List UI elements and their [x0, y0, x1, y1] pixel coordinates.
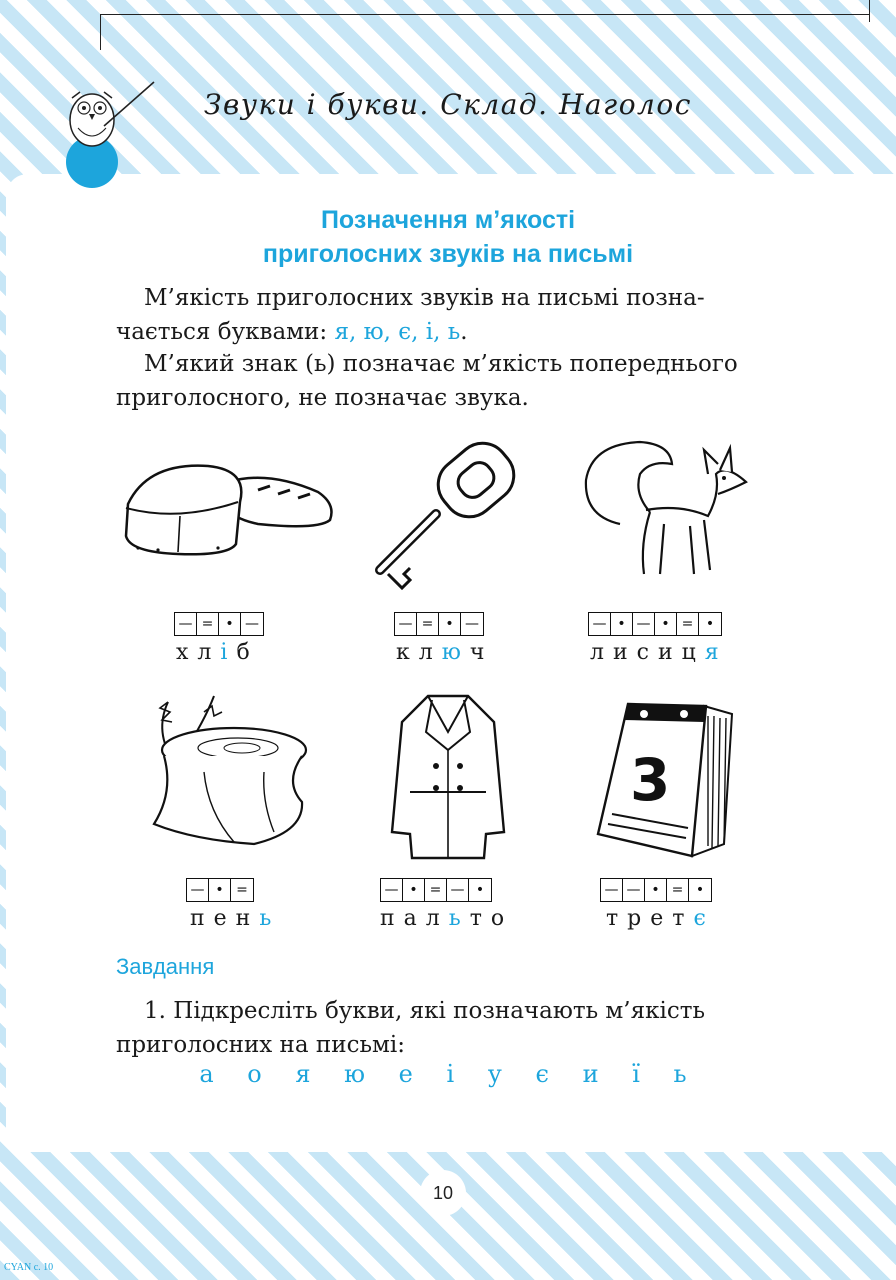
sound-scheme-key: [394, 612, 484, 636]
scheme-cell: —: [381, 879, 403, 901]
word-pen: [190, 906, 280, 931]
scheme-cell: =: [667, 879, 689, 901]
scheme-cell: —: [465, 616, 479, 632]
scheme-cell: •: [475, 882, 485, 898]
soft-marker-letter: є: [693, 906, 715, 931]
rule-line: М’якість приголосних звуків на письмі позна-: [144, 285, 705, 311]
scheme-cell: —: [447, 879, 469, 901]
scheme-cell: •: [209, 879, 231, 901]
word-letters: пен: [190, 906, 260, 931]
chapter-title: Звуки і букви. Склад. Наголос: [204, 88, 692, 121]
scheme-cell: •: [695, 882, 705, 898]
soft-marker-letter: ь: [259, 906, 281, 931]
task-line: 1. Підкресліть букви, які позначають м’якість: [144, 998, 705, 1024]
scheme-cell: —: [395, 613, 417, 635]
rule-paragraph-1: [116, 281, 786, 349]
page-number: 10: [420, 1170, 466, 1216]
sound-scheme-coat: [380, 878, 492, 902]
scheme-cell: —: [175, 613, 197, 635]
task-letters: а о я ю е і у є и ї ь: [199, 1060, 697, 1088]
soft-marker-letter: я: [704, 640, 728, 665]
scheme-cell: =: [417, 613, 439, 635]
task-heading: Завдання: [116, 954, 215, 979]
crop-mark: [100, 14, 870, 15]
word-letters: ц: [681, 640, 705, 665]
calendar-day-number: 3: [630, 746, 671, 814]
word-letters: то: [469, 906, 514, 931]
word-letters: кл: [396, 640, 442, 665]
rule-line-end: .: [460, 319, 468, 345]
word-khlib: [176, 640, 259, 665]
rule-line: приголосного, не позначає звука.: [116, 385, 529, 411]
scheme-cell: •: [611, 613, 633, 635]
word-kliuch: [396, 640, 493, 665]
scheme-cell: —: [623, 879, 645, 901]
word-lysytsia: [590, 640, 728, 665]
scheme-cell: •: [645, 879, 667, 901]
word-letters: ч: [469, 640, 494, 665]
scheme-cell: =: [236, 882, 248, 898]
word-letters: трет: [606, 906, 694, 931]
section-title-line1: Позначення м’якості: [320, 206, 576, 234]
scheme-cell: =: [425, 879, 447, 901]
soft-marker-letter: ю: [441, 640, 470, 665]
crop-mark: [100, 14, 101, 50]
task-line: приголосних на письмі:: [116, 1032, 405, 1058]
scheme-cell: •: [219, 613, 241, 635]
rule-line: М’який знак (ь) позначає м’якість попереднього: [144, 351, 738, 377]
scheme-cell: •: [439, 613, 461, 635]
bread-picture: [118, 452, 338, 562]
sound-scheme-calendar: [600, 878, 712, 902]
calendar-picture: [592, 696, 738, 862]
fox-picture: [580, 434, 750, 584]
sound-scheme-bread: [174, 612, 264, 636]
section-title-line2: приголосних звуків на письмі: [262, 240, 634, 268]
scheme-cell: —: [187, 879, 209, 901]
scheme-cell: —: [633, 613, 655, 635]
rule-line: чається буквами:: [116, 319, 335, 345]
scheme-cell: •: [403, 879, 425, 901]
soft-letters: я, ю, є, і, ь: [334, 319, 461, 345]
word-letters: б: [236, 640, 259, 665]
scheme-cell: •: [655, 613, 677, 635]
scheme-cell: —: [601, 879, 623, 901]
word-trete: [606, 906, 715, 931]
stump-picture: [134, 692, 310, 852]
crop-mark: [869, 0, 870, 22]
word-letters: лиси: [590, 640, 682, 665]
word-letters: хл: [176, 640, 221, 665]
task-text: [116, 994, 786, 1062]
rule-paragraph-2: [116, 347, 786, 415]
print-color-mark: CYAN c. 10: [4, 1262, 54, 1273]
sound-scheme-stump: [186, 878, 254, 902]
scheme-cell: —: [245, 616, 259, 632]
scheme-cell: =: [677, 613, 699, 635]
key-picture: [366, 432, 526, 596]
word-palto: [380, 906, 513, 931]
word-letters: пал: [380, 906, 449, 931]
soft-marker-letter: ь: [448, 906, 470, 931]
scheme-cell: •: [705, 616, 715, 632]
scheme-cell: =: [197, 613, 219, 635]
coat-picture: [386, 692, 510, 862]
sound-scheme-fox: [588, 612, 722, 636]
soft-marker-letter: і: [220, 640, 237, 665]
scheme-cell: —: [589, 613, 611, 635]
